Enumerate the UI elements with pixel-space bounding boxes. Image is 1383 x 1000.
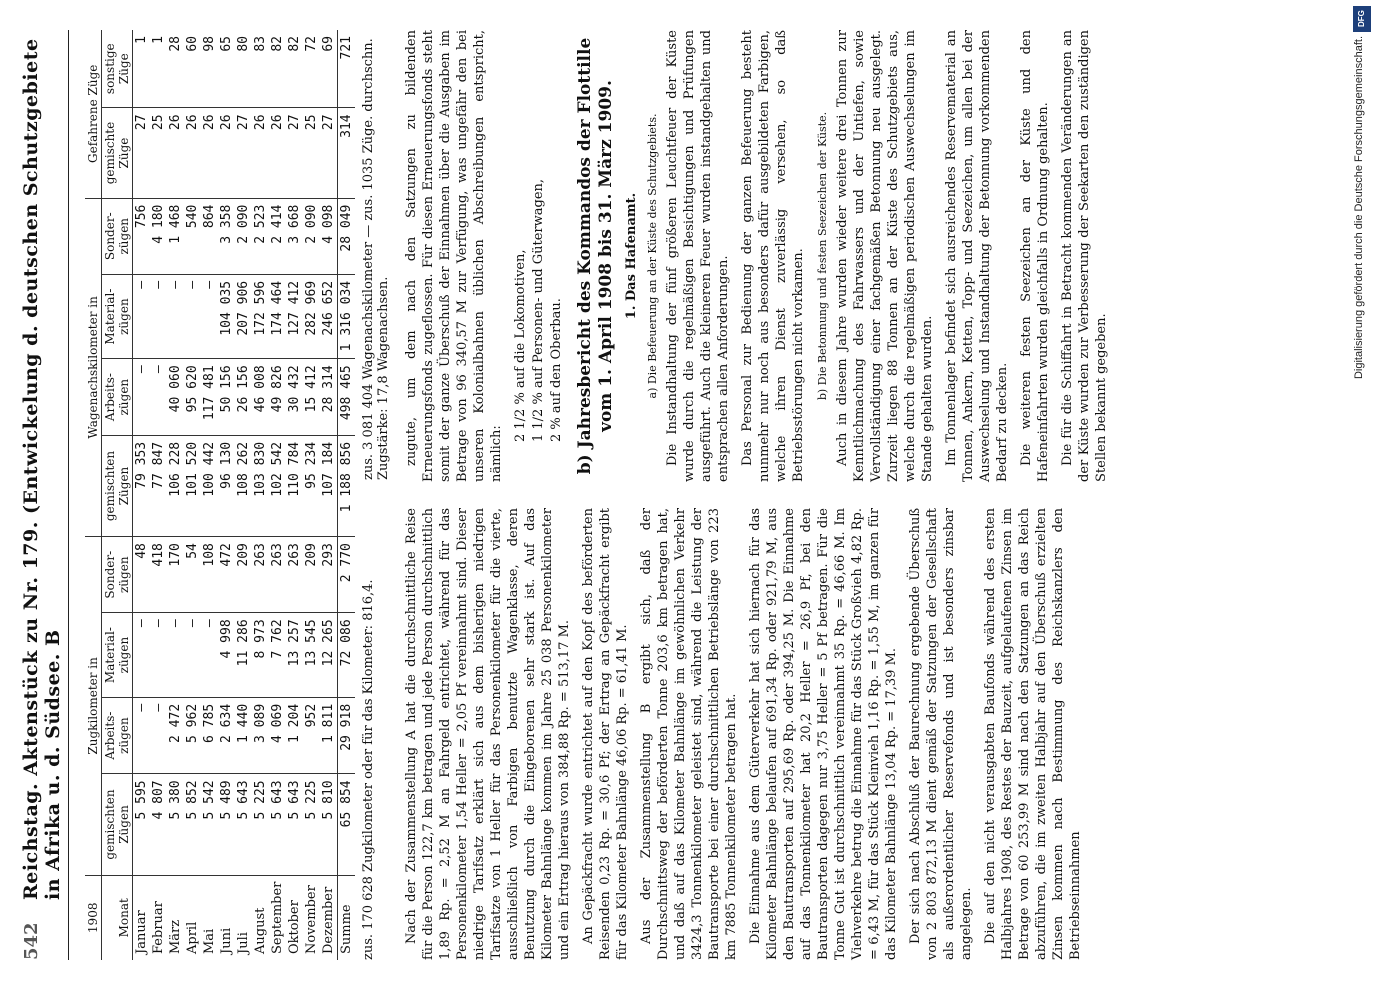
- table-cell: 102 542: [269, 435, 286, 536]
- table-cell: 11 286: [235, 613, 252, 697]
- table-cell: 2 090: [303, 198, 320, 274]
- statistics-table: [85, 30, 355, 960]
- table-cell: 69: [320, 30, 338, 108]
- table-cell: 3 668: [286, 198, 303, 274]
- sum-label: Summe: [338, 875, 356, 960]
- table-cell: 26: [184, 108, 201, 198]
- table-cell: 108: [201, 537, 218, 613]
- table-cell: —: [184, 613, 201, 697]
- table-cell: 5 595: [133, 774, 151, 875]
- table-cell: 27: [286, 108, 303, 198]
- table-cell: 2 472: [167, 697, 184, 774]
- table-cell: —: [150, 697, 167, 774]
- sum-cell: 314: [338, 108, 356, 198]
- table-cell: 48: [133, 537, 151, 613]
- table-cell: 60: [184, 30, 201, 108]
- table-cell: 4 180: [150, 198, 167, 274]
- month-cell: Dezember: [321, 886, 336, 954]
- table-cell: 72: [303, 30, 320, 108]
- table-cell: 756: [133, 198, 151, 274]
- table-cell: 5 380: [167, 774, 184, 875]
- page-number: 542: [21, 922, 42, 960]
- group-header: Wagenachskilometer in: [85, 198, 102, 536]
- table-cell: 6 785: [201, 697, 218, 774]
- table-row: [218, 30, 235, 960]
- table-cell: 282 969: [303, 274, 320, 358]
- table-cell: 174 464: [269, 274, 286, 358]
- table-cell: 5 810: [320, 774, 338, 875]
- paragraph: Die auf den nicht verausgabten Baufonds während des ersten Halbjahres 1908, des Restes der Bauzeit, aufgelaufenen Zinsen im Betrage von 60 253,99 M sind nach den Satzungen an das Reich abzuführen, die im zweiten Halbjahr auf den Überschuß erzielten Zinsen kommen nach Bestimmung des Reichskanzlers den Betriebseinnahmen: [983, 508, 1083, 960]
- paragraph: Die weiteren festen Seezeichen an der Küste und den Hafeneinfahrten wurden gleichfalls in Ordnung gehalten.: [1019, 30, 1051, 482]
- table-cell: 5 225: [252, 774, 269, 875]
- table-cell: 12 265: [320, 613, 338, 697]
- table-cell: 28: [167, 30, 184, 108]
- table-cell: 127 412: [286, 274, 303, 358]
- column-header: gemischte Züge: [102, 108, 133, 198]
- paragraph: Nach der Zusammenstellung A hat die durchschnittliche Reise für die Person 122,7 km betragen und jede Person durchschnittlich 1,89 Rp. = 2,52 M an Fahrgeld entrichtet, während für das Personenkilometer 1,54 Heller = 2,05 Pf vereinnahmt sind. Dieser niedrige Tarifsatz erklärt sich aus dem bisherigen niedrigen Tarifsatze von 1 Heller für das Personenkilometer für die vierte, ausschließlich von Farbigen benutzte Wagenklasse, deren Benutzung durch die Eingeborenen sehr stark ist. Auf das Kilometer Bahnlänge kommen im Jahre 25 038 Personenkilometer und ein Ertrag hieraus von 384,88 Rp. = 513,17 M.: [404, 508, 572, 960]
- table-cell: 26: [167, 108, 184, 198]
- column-header: Arbeits-zügen: [102, 697, 133, 774]
- table-cell: 106 228: [167, 435, 184, 536]
- table-cell: 110 784: [286, 435, 303, 536]
- table-cell: 13 257: [286, 613, 303, 697]
- table-cell: 26: [201, 108, 218, 198]
- list-item: 2 1/2 % auf die Lokomotiven,: [513, 249, 528, 442]
- sum-cell: 498 465: [338, 359, 356, 436]
- table-cell: 26: [252, 108, 269, 198]
- table-cell: 5 962: [184, 697, 201, 774]
- table-row: [167, 30, 184, 960]
- table-cell: 49 826: [269, 359, 286, 436]
- table-cell: 5 225: [303, 774, 320, 875]
- table-cell: 54: [184, 537, 201, 613]
- table-cell: 46 008: [252, 359, 269, 436]
- table-cell: 108 262: [235, 435, 252, 536]
- sidebar: [1345, 0, 1383, 1000]
- table-cell: 172 596: [252, 274, 269, 358]
- month-cell: Juli: [236, 932, 251, 954]
- sum-cell: 72 086: [338, 613, 356, 697]
- table-row: [201, 30, 218, 960]
- text-column-right: [403, 30, 1117, 482]
- table-cell: 98: [201, 30, 218, 108]
- table-cell: 1 440: [235, 697, 252, 774]
- table-cell: 209: [303, 537, 320, 613]
- table-cell: —: [133, 613, 151, 697]
- table-cell: 4 069: [269, 697, 286, 774]
- group-header: Zugkilometer in: [85, 537, 102, 875]
- table-cell: 79 353: [133, 435, 151, 536]
- table-cell: 209: [235, 537, 252, 613]
- subsection-heading: 1. Das Hafenamt.: [624, 192, 639, 320]
- table-cell: 1 811: [320, 697, 338, 774]
- table-row: [252, 30, 269, 960]
- table-cell: 8 973: [252, 613, 269, 697]
- table-cell: 82: [286, 30, 303, 108]
- table-cell: 65: [218, 30, 235, 108]
- paragraph: Auch in diesem Jahre wurden wieder weitere drei Tonnen zur Kenntlichmachung des Fahrwassers und der Untiefen, sowie Vervollständigung einer fachgemäßen Betonnung neu ausgelegt. Zurzeit liegen 88 Tonnen an der Küste des Schutzgebiets aus, welche durch die regelmäßigen periodischen Auswechselungen im Stande gehalten wurden.: [835, 30, 935, 482]
- table-cell: 3 089: [252, 697, 269, 774]
- table-cell: 472: [218, 537, 235, 613]
- table-cell: 100 442: [201, 435, 218, 536]
- sum-row: [338, 30, 356, 960]
- table-cell: 263: [269, 537, 286, 613]
- month-cell: November: [304, 885, 319, 954]
- table-cell: —: [133, 697, 151, 774]
- table-cell: 95 620: [184, 359, 201, 436]
- paragraph: Das Personal zur Bedienung der ganzen Befeuerung besteht nunmehr nur noch aus besonders dafür ausgebildeten Farbigen, welche ihren Dienst zuverlässig versehen, so daß Betriebsstörungen nicht vorkamen.: [740, 30, 806, 482]
- table-cell: 25: [150, 108, 167, 198]
- table-cell: 5 643: [235, 774, 252, 875]
- table-cell: 293: [320, 537, 338, 613]
- sum-cell: 65 854: [338, 774, 356, 875]
- column-header: Monat: [102, 875, 133, 960]
- list-item: 1 1/2 % auf Personen- und Güterwagen,: [531, 178, 546, 442]
- table-cell: —: [184, 274, 201, 358]
- table-cell: —: [133, 359, 151, 436]
- paragraph: Die für die Schiffahrt in Betracht kommenden Veränderungen an der Küste wurden zur Verbesserung der Seekarten den zuständigen Stellen bekannt gegeben.: [1060, 30, 1109, 482]
- table-cell: 80: [235, 30, 252, 108]
- table-cell: 27: [133, 108, 151, 198]
- paragraph: An Gepäckfracht wurde entrichtet auf den Kopf des beförderten Reisenden 0,23 Rp. = 30,6 Pf; der Ertrag an Gepäckfracht ergibt für das Kilometer Bahnlänge 46,06 Rp. = 61,41 M.: [581, 508, 630, 960]
- table-cell: 5 643: [286, 774, 303, 875]
- table-cell: 26: [269, 108, 286, 198]
- table-cell: 82: [269, 30, 286, 108]
- table-cell: 101 520: [184, 435, 201, 536]
- table-cell: 4 998: [218, 613, 235, 697]
- month-cell: September: [270, 881, 285, 954]
- table-cell: 30 432: [286, 359, 303, 436]
- table-cell: 5 542: [201, 774, 218, 875]
- sum-cell: 1 188 856: [338, 435, 356, 536]
- table-cell: 28 314: [320, 359, 338, 436]
- month-cell: Oktober: [287, 900, 302, 954]
- paragraph: Die Instandhaltung der fünf größeren Leuchtfeuer der Küste wurde durch die regelmäßigen Besichtigungen und Prüfungen ausgeführt. Auch die kleineren Feuer wurden instandgehalten und entsprachen allen Anforderungen.: [665, 30, 731, 482]
- month-cell: Januar: [134, 910, 149, 954]
- table-row: [235, 30, 252, 960]
- table-row: [269, 30, 286, 960]
- table-cell: 540: [184, 198, 201, 274]
- table-cell: 96 130: [218, 435, 235, 536]
- table-cell: 107 184: [320, 435, 338, 536]
- table-row: [150, 30, 167, 960]
- table-cell: 4 807: [150, 774, 167, 875]
- table-row: [133, 30, 151, 960]
- column-header: sonstige Züge: [102, 30, 133, 108]
- table-cell: 263: [252, 537, 269, 613]
- table-cell: —: [150, 613, 167, 697]
- month-cell: Februar: [151, 901, 166, 954]
- table-cell: 95 234: [303, 435, 320, 536]
- text-column-left: [403, 508, 1117, 960]
- table-cell: —: [133, 274, 151, 358]
- table-cell: 50 156: [218, 359, 235, 436]
- paragraph: Aus der Zusammenstellung B ergibt sich, daß der Durchschnittsweg der beförderten Tonne 203,6 km betragen hat, und daß auf das Kilometer Bahnlänge im gewöhnlichen Verkehr 3424,3 Tonnenkilometer geleistet sind, während die Leistung der Bautransporte bei einer durchschnittlichen Betriebslänge von 223 km 7885 Tonnenkilometer betragen hat.: [639, 508, 739, 960]
- digitization-credit: Digitalisierung gefördert durch die Deutsche Forschungsgemeinschaft.: [1353, 36, 1365, 380]
- table-cell: 207 906: [235, 274, 252, 358]
- column-header: gemischten Zügen: [102, 435, 133, 536]
- table-cell: 1: [133, 30, 151, 108]
- paragraph: Die Einnahme aus dem Güterverkehr hat sich hiernach für das Kilometer Bahnlänge belaufen auf 691,34 Rp. oder 921,79 M, aus den Bautransporten auf 295,69 Rp. oder 394,25 M. Die Einnahme auf das Tonnenkilometer hat 20,2 Heller = 26,9 Pf, bei den Bautransporten dagegen nur 3,75 Heller = 5 Pf betragen. Für die Tonne Gut ist durchschnittlich vereinnahmt 35 Rp. = 46,66 M. Im Viehverkehre betrug die Einnahme für das Stück Großvieh 4,82 Rp. = 6,43 M, für das Stück Kleinvieh 1,16 Rp. = 1,55 M, im ganzen für das Kilometer Bahnlänge 13,04 Rp. = 17,39 M.: [748, 508, 899, 960]
- table-cell: 83: [252, 30, 269, 108]
- table-cell: 77 847: [150, 435, 167, 536]
- column-header: Sonder-zügen: [102, 537, 133, 613]
- sum-cell: 1 316 034: [338, 274, 356, 358]
- table-row: [286, 30, 303, 960]
- table-row: [320, 30, 338, 960]
- paragraph: zugute, um dem nach den Satzungen zu bildenden Erneuerungsfonds zugeflossen. Für diesen Erneuerungsfonds steht somit der ganze Überschuß der Einnahmen über die Ausgaben im Betrage von 96 340,57 M zur Verfügung, was ungefähr den bei unseren Kolonialbahnen üblichen Abschreibungen entspricht, nämlich:: [404, 30, 504, 482]
- table-cell: 5 643: [269, 774, 286, 875]
- table-cell: 1 468: [167, 198, 184, 274]
- dfg-logo: DFG: [1353, 6, 1371, 32]
- table-cell: 2 414: [269, 198, 286, 274]
- column-header: Sonder-zügen: [102, 198, 133, 274]
- table-note-left: zus. 170 628 Zugkilometer oder für das Kilometer: 816,4.: [361, 579, 376, 960]
- table-cell: 15 412: [303, 359, 320, 436]
- month-cell: April: [185, 921, 200, 954]
- table-cell: 27: [235, 108, 252, 198]
- column-header: gemischten Zügen: [102, 774, 133, 875]
- section-heading: b) Jahresbericht des Kommandos der Flottille vom 1. April 1908 bis 31. März 1909.: [575, 37, 616, 475]
- column-header: Material-zügen: [102, 613, 133, 697]
- subsection-heading: b) Die Betonnung und festen Seezeichen der Küste.: [816, 111, 829, 401]
- month-cell: März: [168, 919, 183, 954]
- year-header: 1908: [85, 875, 102, 960]
- month-cell: Juni: [219, 927, 234, 954]
- table-cell: 246 652: [320, 274, 338, 358]
- table-cell: 27: [320, 108, 338, 198]
- sum-cell: 29 918: [338, 697, 356, 774]
- paragraph: Im Tonnenlager befindet sich ausreichendes Reservematerial an Tonnen, Ankern, Ketten, Topp- und Seezeichen, um allen bei der Auswechselung und Instandhaltung der Betonnung vorkommenden Bedarf zu decken.: [944, 30, 1010, 482]
- table-cell: 1: [150, 30, 167, 108]
- table-cell: 418: [150, 537, 167, 613]
- table-cell: 1 204: [286, 697, 303, 774]
- subsection-heading: a) Die Befeuerung an der Küste des Schutzgebiets.: [646, 113, 659, 399]
- table-cell: 952: [303, 697, 320, 774]
- page-title: Reichstag. Aktenstück zu Nr. 179. (Entwickelung d. deutschen Schutzgebiete in Afrika u. d. Südsee. B: [20, 38, 64, 900]
- table-cell: —: [167, 613, 184, 697]
- table-cell: 864: [201, 198, 218, 274]
- table-note-right: zus. 3 081 404 Wagenachskilometer — zus. 1035 Züge. durchschn. Zugstärke: 17,8 Wagenachsen.: [361, 38, 391, 480]
- table-cell: —: [167, 274, 184, 358]
- table-cell: —: [201, 613, 218, 697]
- table-row: [184, 30, 201, 960]
- table-cell: 7 762: [269, 613, 286, 697]
- table-cell: 170: [167, 537, 184, 613]
- table-cell: 5 489: [218, 774, 235, 875]
- page-header: [20, 30, 69, 960]
- sum-cell: 2 770: [338, 537, 356, 613]
- table-cell: 2 634: [218, 697, 235, 774]
- table-cell: 40 060: [167, 359, 184, 436]
- table-cell: 263: [286, 537, 303, 613]
- table-cell: 5 852: [184, 774, 201, 875]
- table-cell: 2 523: [252, 198, 269, 274]
- table-cell: 3 358: [218, 198, 235, 274]
- table-cell: —: [201, 274, 218, 358]
- table-cell: 2 090: [235, 198, 252, 274]
- table-cell: 4 098: [320, 198, 338, 274]
- sum-cell: 721: [338, 30, 356, 108]
- column-header: Material-zügen: [102, 274, 133, 358]
- table-cell: 26 156: [235, 359, 252, 436]
- month-cell: Mai: [202, 928, 217, 954]
- table-cell: 117 481: [201, 359, 218, 436]
- table-cell: 25: [303, 108, 320, 198]
- sum-cell: 28 049: [338, 198, 356, 274]
- table-cell: —: [150, 274, 167, 358]
- paragraph: Der sich nach Abschluß der Baurechnung ergebende Überschuß von 2 803 872,13 M dient gemäß der Satzungen der Gesellschaft als außerordentlicher Reservefonds und ist besonders zinsbar angelegen.: [908, 508, 974, 960]
- table-row: [303, 30, 320, 960]
- table-cell: 104 035: [218, 274, 235, 358]
- table-cell: 26: [218, 108, 235, 198]
- column-header: Arbeits-zügen: [102, 359, 133, 436]
- list-item: 2 % auf den Oberbau.: [549, 298, 564, 442]
- table-cell: 13 545: [303, 613, 320, 697]
- month-cell: August: [253, 907, 268, 954]
- table-cell: 103 830: [252, 435, 269, 536]
- group-header: Gefahrene Züge: [85, 30, 102, 198]
- table-cell: —: [150, 359, 167, 436]
